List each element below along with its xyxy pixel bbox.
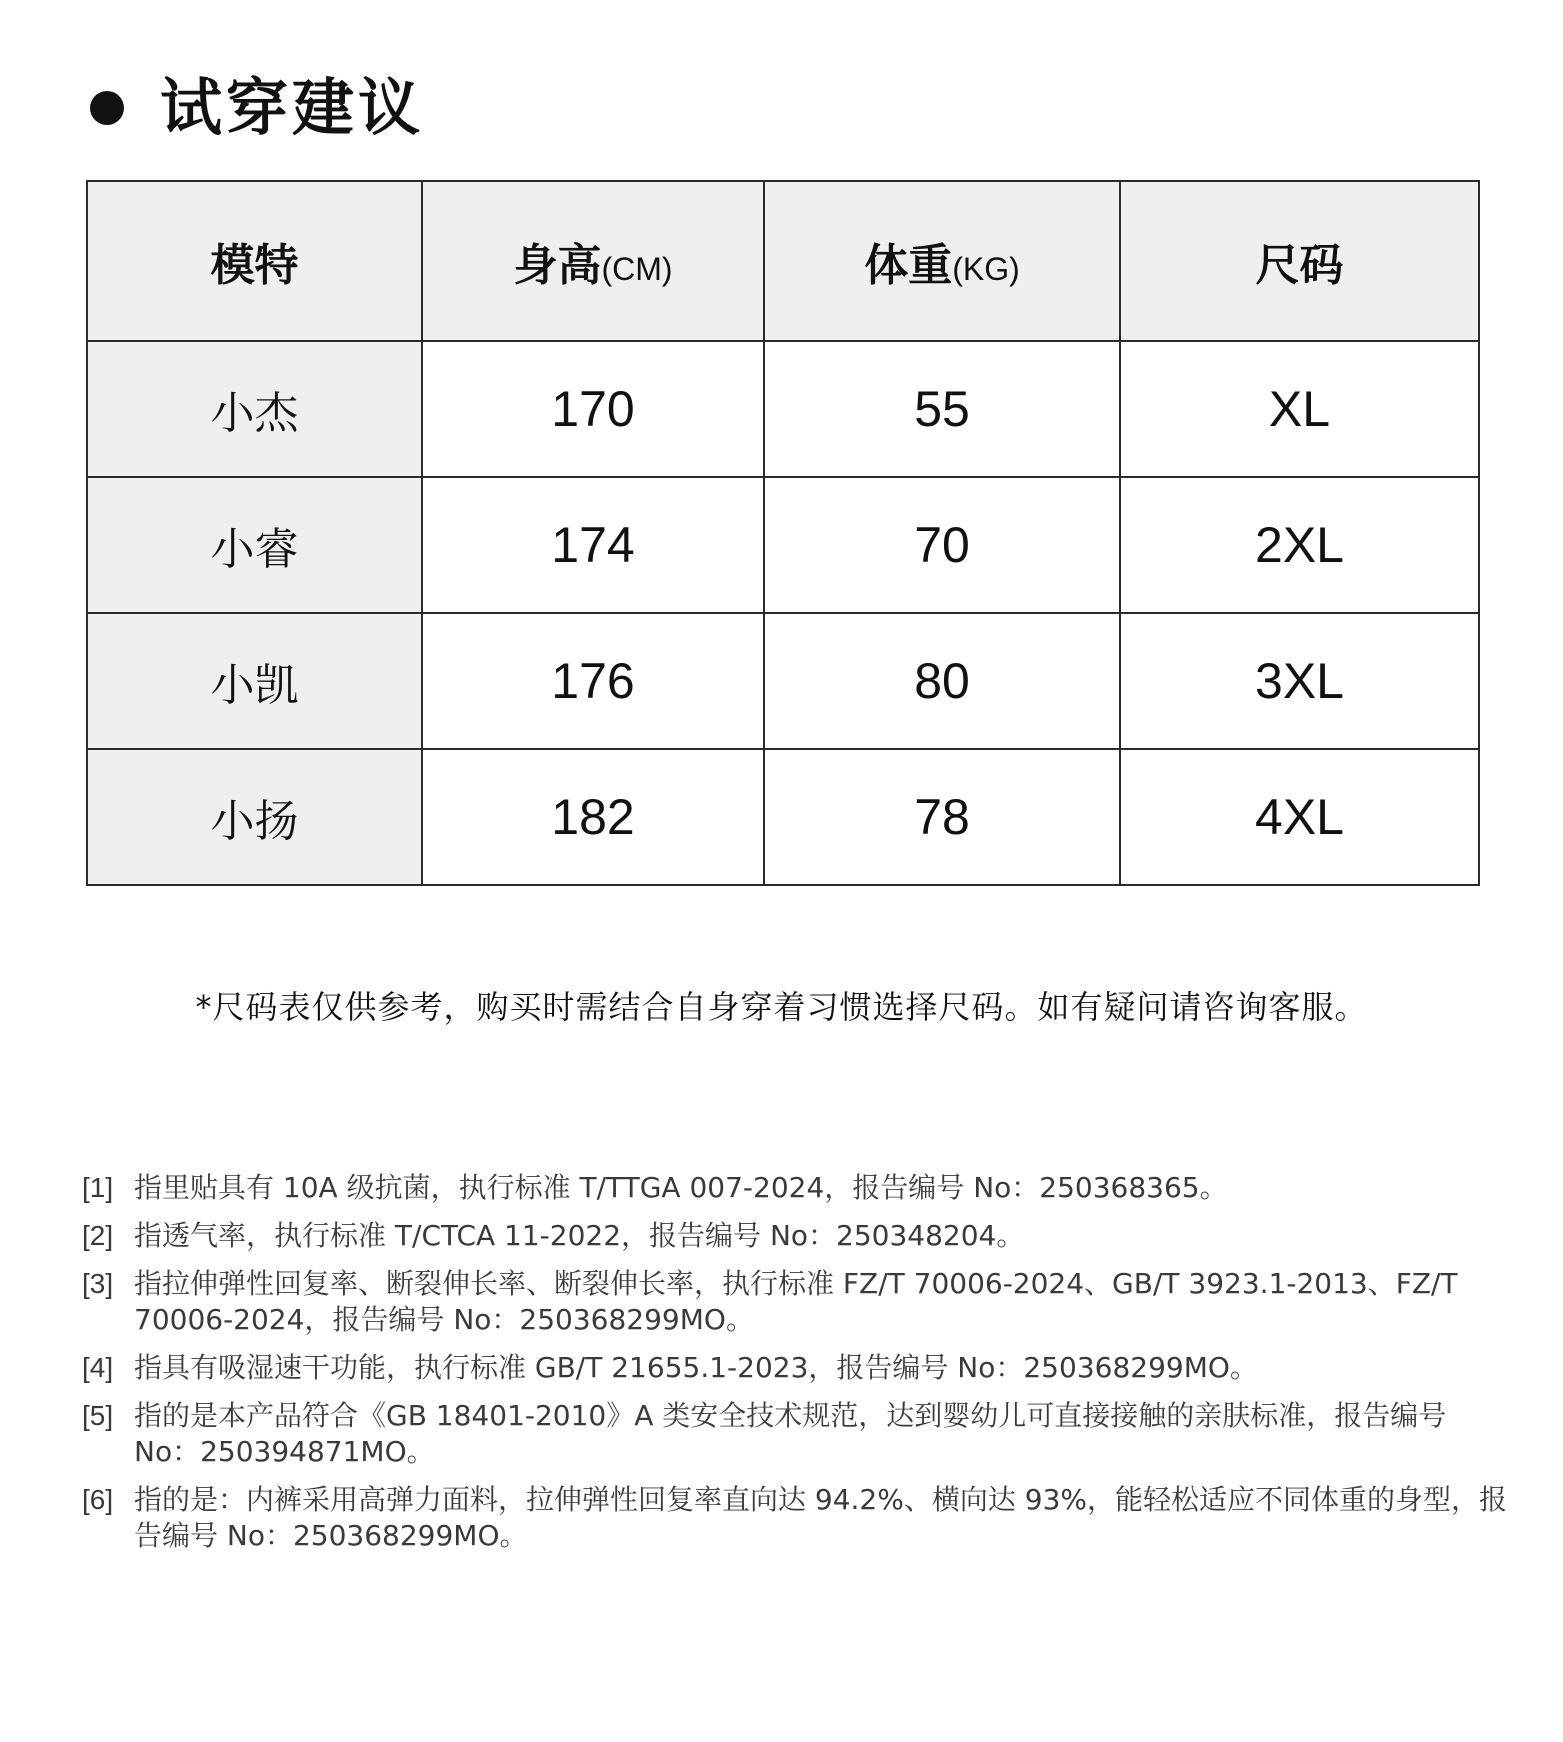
footnote-text: 指拉伸弹性回复率、断裂伸长率、断裂伸长率，执行标准 FZ/T 70006-2024、GB/T 3923.1-2013、FZ/T 70006-2024，报告编号 No：250368299MO。 [134, 1267, 1458, 1336]
cell-model: 小凯 [87, 613, 422, 749]
header-height [422, 181, 764, 341]
footnote-item [82, 1170, 1512, 1206]
header-weight-unit: (KG) [952, 251, 1020, 287]
footnotes [82, 1170, 1512, 1566]
footnote-text: 指的是：内裤采用高弹力面料，拉伸弹性回复率直向达 94.2%、横向达 93%，能轻松适应不同体重的身型，报告编号 No：250368299MO。 [134, 1483, 1507, 1552]
footnote-marker: [2] [82, 1220, 114, 1251]
header-model [87, 181, 422, 341]
cell-weight: 55 [764, 341, 1120, 477]
footnote-item [82, 1482, 1512, 1554]
footnote-item [82, 1350, 1512, 1386]
cell-height: 176 [422, 613, 764, 749]
cell-weight: 70 [764, 477, 1120, 613]
footnote-marker: [5] [82, 1400, 114, 1431]
table-row [87, 341, 1479, 477]
footnote-text: 指的是本产品符合《GB 18401-2010》A 类安全技术规范，达到婴幼儿可直接接触的亲肤标准，报告编号 No：250394871MO。 [134, 1399, 1447, 1468]
header-height-unit: (CM) [601, 251, 673, 287]
table-row [87, 477, 1479, 613]
section-heading [90, 68, 424, 148]
cell-model: 小睿 [87, 477, 422, 613]
cell-model: 小扬 [87, 749, 422, 885]
footnote-text: 指里贴具有 10A 级抗菌，执行标准 T/TTGA 007-2024，报告编号 No：250368365。 [134, 1171, 1228, 1204]
cell-height: 174 [422, 477, 764, 613]
footnote-item [82, 1398, 1512, 1470]
header-model-label: 模特 [210, 240, 299, 291]
cell-height: 170 [422, 341, 764, 477]
footnote-marker: [3] [82, 1268, 114, 1299]
cell-size: 3XL [1120, 613, 1479, 749]
footnote-marker: [6] [82, 1484, 114, 1515]
footnote-text: 指透气率，执行标准 T/CTCA 11-2022，报告编号 No：250348204。 [134, 1219, 1025, 1252]
cell-size: XL [1120, 341, 1479, 477]
header-size [1120, 181, 1479, 341]
size-table [86, 180, 1480, 886]
footnote-marker: [1] [82, 1172, 114, 1203]
header-height-label: 身高 [513, 240, 602, 291]
footnote-text: 指具有吸湿速干功能，执行标准 GB/T 21655.1-2023，报告编号 No：250368299MO。 [134, 1351, 1258, 1384]
cell-size: 2XL [1120, 477, 1479, 613]
size-disclaimer: *尺码表仅供参考，购买时需结合自身穿着习惯选择尺码。如有疑问请咨询客服。 [195, 988, 1368, 1026]
table-header-row [87, 181, 1479, 341]
table-row [87, 613, 1479, 749]
cell-height: 182 [422, 749, 764, 885]
footnote-marker: [4] [82, 1352, 114, 1383]
cell-weight: 80 [764, 613, 1120, 749]
header-weight [764, 181, 1120, 341]
cell-model: 小杰 [87, 341, 422, 477]
cell-size: 4XL [1120, 749, 1479, 885]
table-row [87, 749, 1479, 885]
header-weight-label: 体重 [864, 240, 953, 291]
page-title: 试穿建议 [160, 71, 425, 144]
header-size-label: 尺码 [1255, 240, 1344, 291]
footnote-item [82, 1218, 1512, 1254]
footnote-item [82, 1266, 1512, 1338]
cell-weight: 78 [764, 749, 1120, 885]
bullet-dot-icon [90, 91, 124, 125]
